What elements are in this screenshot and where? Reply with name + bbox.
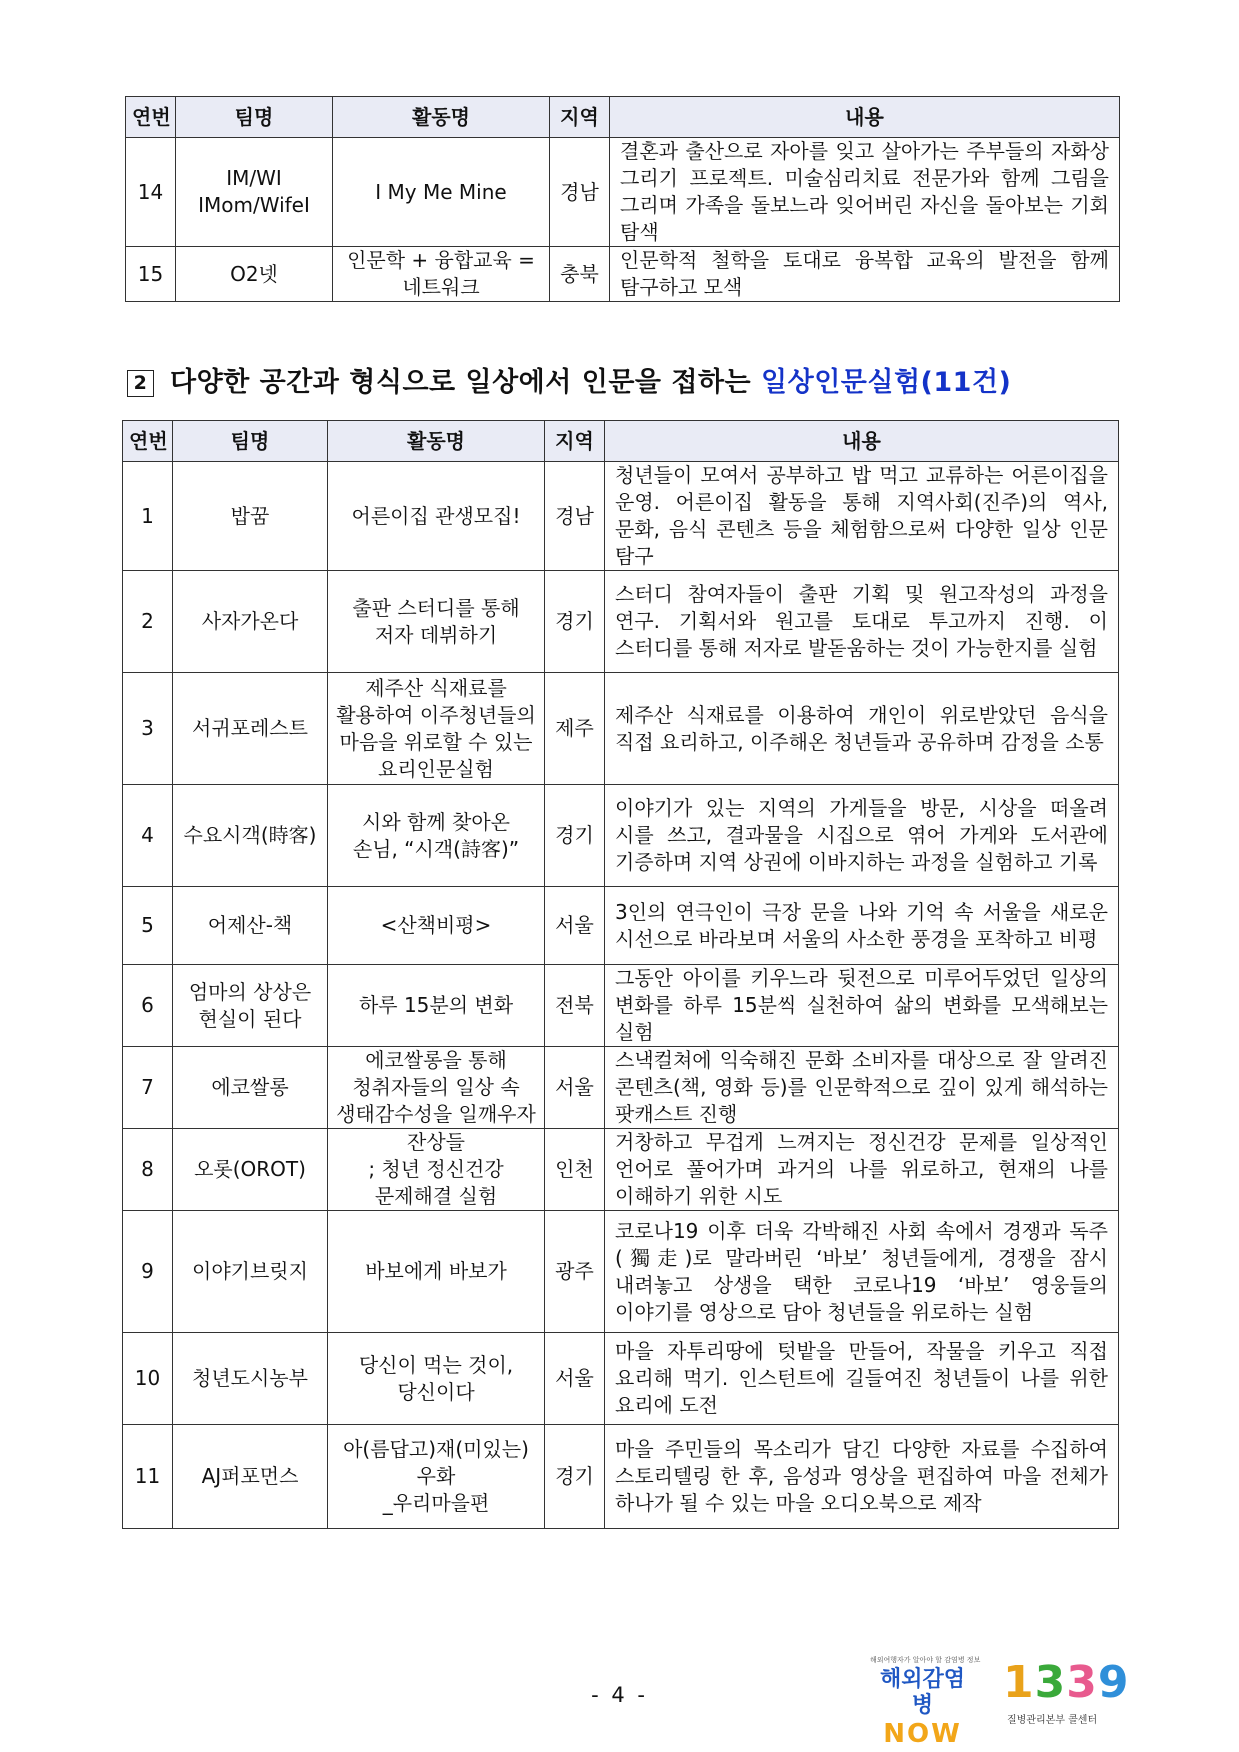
logo-digit: 3 — [1034, 1657, 1067, 1708]
table-row — [126, 247, 1120, 302]
cell-activity: 바보에게 바보가 — [328, 1211, 545, 1333]
table-header-row — [123, 421, 1119, 462]
cell-content: 코로나19 이후 더욱 각박해진 사회 속에서 경쟁과 독주(獨走)로 말라버린 ‘바보’ 청년들에게, 경쟁을 잠시 내려놓고 상생을 택한 코로나19 ‘바보’ 영웅들의 이야기를 영상으로 담아 청년들을 위로하는 실험 — [605, 1211, 1119, 1333]
cell-team: 청년도시농부 — [173, 1333, 328, 1425]
cell-region: 경남 — [545, 462, 605, 571]
table-row — [126, 138, 1120, 247]
cell-content: 인문학적 철학을 토대로 융복합 교육의 발전을 함께 탐구하고 모색 — [610, 247, 1120, 302]
table-top — [125, 96, 1120, 302]
cell-team: 오롯(OROT) — [173, 1129, 328, 1211]
cell-no: 5 — [123, 887, 173, 965]
logo-1339-subtitle: 질병관리본부 콜센터 — [1007, 1715, 1098, 1726]
cell-activity: 제주산 식재료를 활용하여 이주청년들의 마음을 위로할 수 있는 요리인문실험 — [328, 673, 545, 785]
logo-text-line1: 해외감염병 — [879, 1667, 965, 1718]
cell-no: 3 — [123, 673, 173, 785]
cell-activity: 어른이집 관생모집! — [328, 462, 545, 571]
cell-content: 청년들이 모여서 공부하고 밥 먹고 교류하는 어른이집을 운영. 어른이집 활동을 통해 지역사회(진주)의 역사, 문화, 음식 콘텐츠 등을 체험함으로써 다양한 일상 인문 탐구 — [605, 462, 1119, 571]
cell-content: 결혼과 출산으로 자아를 잊고 살아가는 주부들의 자화상 그리기 프로젝트. 미술심리치료 전문가와 함께 그림을 그리며 가족을 돌보느라 잊어버린 자신을 돌아보는 기회 탐색 — [610, 138, 1120, 247]
cell-activity: 인문학 + 융합교육 = 네트워크 — [333, 247, 550, 302]
section-number-box: 2 — [127, 370, 154, 397]
cell-no: 10 — [123, 1333, 173, 1425]
logo-1339-digits — [1003, 1655, 1133, 1711]
header-team: 팀명 — [176, 97, 333, 138]
cell-activity: 아(름답고)재(미있는) 우화 _우리마을편 — [328, 1425, 545, 1529]
table-daily-humanities — [122, 420, 1119, 1529]
table-row — [123, 1129, 1119, 1211]
cell-activity: I My Me Mine — [333, 138, 550, 247]
header-team: 팀명 — [173, 421, 328, 462]
cell-region: 인천 — [545, 1129, 605, 1211]
cell-region: 충북 — [550, 247, 610, 302]
cell-no: 1 — [123, 462, 173, 571]
table-row — [123, 1047, 1119, 1129]
cell-team: 어제산-책 — [173, 887, 328, 965]
table-body — [126, 138, 1120, 302]
section-title: 다양한 공간과 형식으로 일상에서 인문을 접하는 — [170, 367, 762, 398]
cell-content: 마을 주민들의 목소리가 담긴 다양한 자료를 수집하여 스토리텔링 한 후, 음성과 영상을 편집하여 마을 전체가 하나가 될 수 있는 마을 오디오북으로 제작 — [605, 1425, 1119, 1529]
table-row — [123, 1425, 1119, 1529]
header-region: 지역 — [550, 97, 610, 138]
cell-content: 3인의 연극인이 극장 문을 나와 기억 속 서울을 새로운 시선으로 바라보며 서울의 사소한 풍경을 포착하고 비평 — [605, 887, 1119, 965]
kcdc-1339-logo — [1003, 1655, 1133, 1740]
logo-text-line2: NOW — [883, 1719, 962, 1749]
cell-content: 마을 자투리땅에 텃밭을 만들어, 작물을 키우고 직접 요리해 먹기. 인스턴트에 길들여진 청년들이 나를 위한 요리에 도전 — [605, 1333, 1119, 1425]
cell-no: 6 — [123, 965, 173, 1047]
cell-no: 7 — [123, 1047, 173, 1129]
header-no: 연번 — [126, 97, 176, 138]
table-row — [123, 785, 1119, 887]
page-number: - 4 - — [591, 1683, 648, 1707]
header-content: 내용 — [610, 97, 1120, 138]
table-row — [123, 887, 1119, 965]
cell-content: 스터디 참여자들이 출판 기획 및 원고작성의 과정을 연구. 기획서와 원고를 토대로 투고까지 진행. 이 스터디를 통해 저자로 발돋움하는 것이 가능한지를 실험 — [605, 571, 1119, 673]
cell-team: 이야기브릿지 — [173, 1211, 328, 1333]
cell-activity: 시와 함께 찾아온 손님, “시객(詩客)” — [328, 785, 545, 887]
cell-activity: 당신이 먹는 것이, 당신이다 — [328, 1333, 545, 1425]
cell-no: 9 — [123, 1211, 173, 1333]
cell-no: 11 — [123, 1425, 173, 1529]
cell-no: 8 — [123, 1129, 173, 1211]
cell-activity: 잔상들 ; 청년 정신건강 문제해결 실험 — [328, 1129, 545, 1211]
cell-region: 서울 — [545, 887, 605, 965]
logo-digit: 1 — [1003, 1657, 1035, 1708]
cell-content: 이야기가 있는 지역의 가게들을 방문, 시상을 떠올려 시를 쓰고, 결과물을 시집으로 엮어 가게와 도서관에 기증하며 지역 상권에 이바지하는 과정을 실험하고 기록 — [605, 785, 1119, 887]
cell-region: 경남 — [550, 138, 610, 247]
header-no: 연번 — [123, 421, 173, 462]
cell-content: 거창하고 무겁게 느껴지는 정신건강 문제를 일상적인 언어로 풀어가며 과거의 나를 위로하고, 현재의 나를 이해하기 위한 시도 — [605, 1129, 1119, 1211]
cell-region: 경기 — [545, 571, 605, 673]
table-row — [123, 673, 1119, 785]
cell-content: 제주산 식재료를 이용하여 개인이 위로받았던 음식을 직접 요리하고, 이주해온 청년들과 공유하며 감정을 소통 — [605, 673, 1119, 785]
cell-region: 전북 — [545, 965, 605, 1047]
table-row — [123, 1333, 1119, 1425]
section-heading — [127, 360, 1011, 399]
cell-activity: 에코쌀롱을 통해 청취자들의 일상 속 생태감수성을 일깨우자 — [328, 1047, 545, 1129]
cell-no: 15 — [126, 247, 176, 302]
overseas-infection-now-logo — [870, 1655, 981, 1749]
table-row — [123, 965, 1119, 1047]
cell-content: 그동안 아이를 키우느라 뒷전으로 미루어두었던 일상의 변화를 하루 15분씩 실천하여 삶의 변화를 모색해보는 실험 — [605, 965, 1119, 1047]
logo-digit: 9 — [1097, 1657, 1130, 1708]
cell-region: 제주 — [545, 673, 605, 785]
cell-region: 서울 — [545, 1333, 605, 1425]
table-header-row — [126, 97, 1120, 138]
section-title-highlight: 일상인문실험(11건) — [761, 367, 1012, 398]
table-body — [123, 462, 1119, 1529]
table-row — [123, 462, 1119, 571]
cell-region: 서울 — [545, 1047, 605, 1129]
cell-team: IM/WI IMom/WifeI — [176, 138, 333, 247]
cell-no: 2 — [123, 571, 173, 673]
cell-team: 엄마의 상상은 현실이 된다 — [173, 965, 328, 1047]
cell-team: 서귀포레스트 — [173, 673, 328, 785]
cell-region: 경기 — [545, 785, 605, 887]
cell-team: O2넷 — [176, 247, 333, 302]
cell-activity: 출판 스터디를 통해 저자 데뷔하기 — [328, 571, 545, 673]
cell-team: 사자가온다 — [173, 571, 328, 673]
header-content: 내용 — [605, 421, 1119, 462]
cell-no: 4 — [123, 785, 173, 887]
table-row — [123, 571, 1119, 673]
cell-content: 스낵컬쳐에 익숙해진 문화 소비자를 대상으로 잘 알려진 콘텐츠(책, 영화 등)를 인문학적으로 깊이 있게 해석하는 팟캐스트 진행 — [605, 1047, 1119, 1129]
cell-team: 에코쌀롱 — [173, 1047, 328, 1129]
header-activity: 활동명 — [328, 421, 545, 462]
logo-tagline: 해외여행자가 알아야 할 감염병 정보 — [870, 1656, 981, 1664]
cell-team: 밥꿈 — [173, 462, 328, 571]
table-row — [123, 1211, 1119, 1333]
header-activity: 활동명 — [333, 97, 550, 138]
cell-team: 수요시객(時客) — [173, 785, 328, 887]
cell-activity: <산책비평> — [328, 887, 545, 965]
cell-no: 14 — [126, 138, 176, 247]
header-region: 지역 — [545, 421, 605, 462]
cell-activity: 하루 15분의 변화 — [328, 965, 545, 1047]
cell-team: AJ퍼포먼스 — [173, 1425, 328, 1529]
cell-region: 경기 — [545, 1425, 605, 1529]
cell-region: 광주 — [545, 1211, 605, 1333]
logo-digit: 3 — [1066, 1657, 1098, 1708]
